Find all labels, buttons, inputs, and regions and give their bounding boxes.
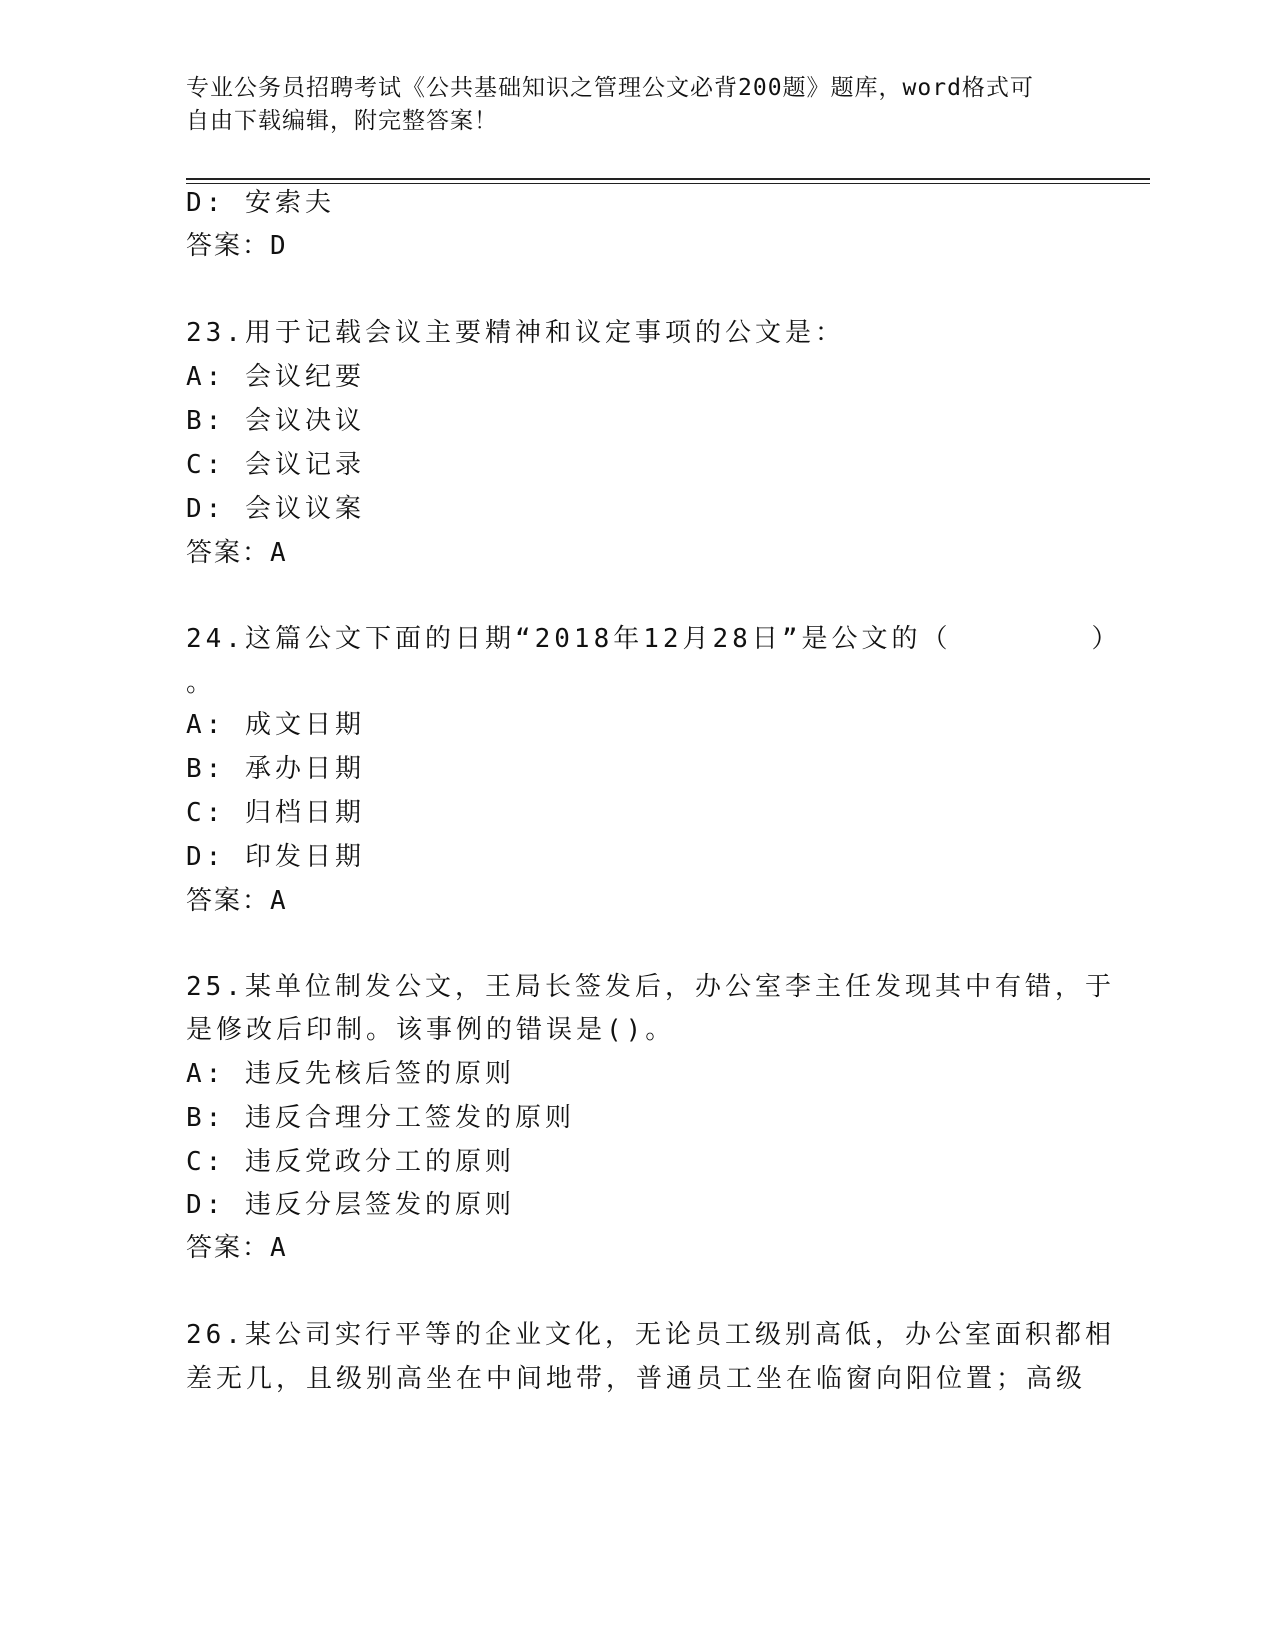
- header-divider: [186, 178, 1150, 184]
- q24-stem: [186, 622, 1122, 656]
- q24-stem-tail: 。: [186, 668, 217, 698]
- q25-option-c: C: 违反党政分工的原则: [186, 1147, 515, 1177]
- q24-stem-part-2: ）: [1091, 624, 1122, 654]
- q23-option-a: A: 会议纪要: [186, 362, 365, 392]
- q23-option-d: D: 会议议案: [186, 494, 365, 524]
- q24-option-c: C: 归档日期: [186, 798, 365, 828]
- q23-option-c: C: 会议记录: [186, 450, 365, 480]
- q26-stem-line-2: 差无几，且级别高坐在中间地带，普通员工坐在临窗向阳位置；高级: [186, 1364, 1087, 1394]
- document-header: [186, 72, 1066, 138]
- q24-option-a: A: 成文日期: [186, 710, 365, 740]
- q24-answer: 答案：A: [186, 886, 288, 916]
- header-line-1: 专业公务员招聘考试《公共基础知识之管理公文必背200题》题库，word格式可: [186, 75, 1034, 101]
- header-line-2: 自由下载编辑，附完整答案！: [186, 108, 498, 134]
- q25-stem-line-1: 25.某单位制发公文，王局长签发后，办公室李主任发现其中有错，于: [186, 972, 1115, 1002]
- q23-option-b: B: 会议决议: [186, 406, 365, 436]
- prev-option-d: D: 安索夫: [186, 188, 335, 218]
- q26-stem-line-1: 26.某公司实行平等的企业文化，无论员工级别高低，办公室面积都相: [186, 1320, 1115, 1350]
- document-page: [186, 0, 1146, 1650]
- q25-stem-line-2: 是修改后印制。该事例的错误是()。: [186, 1015, 676, 1045]
- q25-option-b: B: 违反合理分工签发的原则: [186, 1103, 575, 1133]
- q25-option-a: A: 违反先核后签的原则: [186, 1059, 515, 1089]
- q24-option-b: B: 承办日期: [186, 754, 365, 784]
- q24-stem-part-1: 24.这篇公文下面的日期“2018年12月28日”是公文的（: [186, 624, 952, 654]
- q25-option-d: D: 违反分层签发的原则: [186, 1190, 515, 1220]
- prev-answer: 答案：D: [186, 231, 288, 261]
- q25-answer: 答案：A: [186, 1233, 288, 1263]
- q23-answer: 答案：A: [186, 538, 288, 568]
- q24-option-d: D: 印发日期: [186, 842, 365, 872]
- q23-stem: 23.用于记载会议主要精神和议定事项的公文是：: [186, 318, 845, 348]
